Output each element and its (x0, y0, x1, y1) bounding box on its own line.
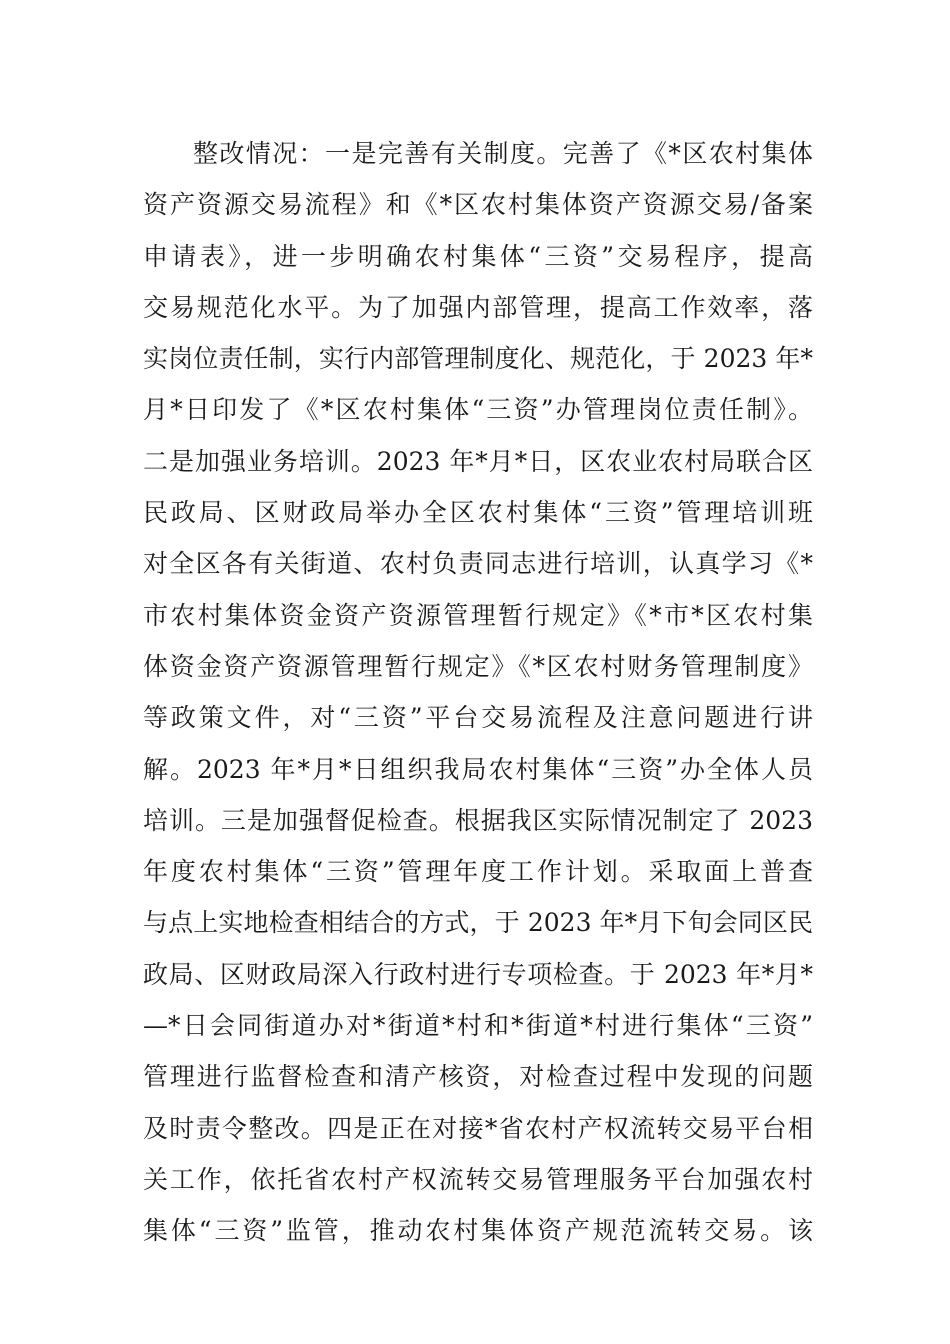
text-line: 解。2023 年*月*日组织我局农村集体“三资”办全体人员 (143, 754, 813, 784)
text-line: 整改情况：一是完善有关制度。完善了《*区农村集体 (193, 139, 813, 168)
text-line: 交易规范化水平。为了加强内部管理，提高工作效率，落 (143, 292, 813, 322)
text-line: 培训。三是加强督促检查。根据我区实际情况制定了 2023 (143, 805, 813, 835)
text-line: 集体“三资”监管，推动农村集体资产规范流转交易。该 (143, 1216, 813, 1246)
text-line: 关工作，依托省农村产权流转交易管理服务平台加强农村 (143, 1164, 813, 1194)
text-line: 实岗位责任制，实行内部管理制度化、规范化，于 2023 年* (143, 344, 813, 374)
text-line: 管理进行监督检查和清产核资，对检查过程中发现的问题 (143, 1062, 813, 1092)
text-line: 民政局、区财政局举办全区农村集体“三资”管理培训班 (143, 498, 813, 528)
body-paragraph (143, 128, 813, 1257)
text-line: 及时责令整改。四是正在对接*省农村产权流转交易平台相 (143, 1113, 813, 1143)
text-line: —*日会同街道办对*街道*村和*街道*村进行集体“三资” (143, 1011, 813, 1041)
text-line: 资产资源交易流程》和《*区农村集体资产资源交易/备案 (143, 190, 813, 220)
text-line: 与点上实地检查相结合的方式，于 2023 年*月下旬会同区民 (143, 908, 813, 938)
text-line: 市农村集体资金资产资源管理暂行规定》《*市*区农村集 (143, 600, 813, 630)
text-line: 政局、区财政局深入行政村进行专项检查。于 2023 年*月* (143, 959, 813, 989)
text-line: 体资金资产资源管理暂行规定》《*区农村财务管理制度》 (143, 651, 813, 681)
text-line: 年度农村集体“三资”管理年度工作计划。采取面上普查 (143, 857, 813, 887)
text-line: 等政策文件，对“三资”平台交易流程及注意问题进行讲 (143, 703, 813, 733)
text-line: 二是加强业务培训。2023 年*月*日，区农业农村局联合区 (143, 446, 813, 476)
text-line: 申请表》，进一步明确农村集体“三资”交易程序，提高 (143, 241, 813, 271)
text-line: 月*日印发了《*区农村集体“三资”办管理岗位责任制》。 (143, 395, 813, 425)
text-line: 对全区各有关街道、农村负责同志进行培训，认真学习《* (143, 549, 813, 579)
